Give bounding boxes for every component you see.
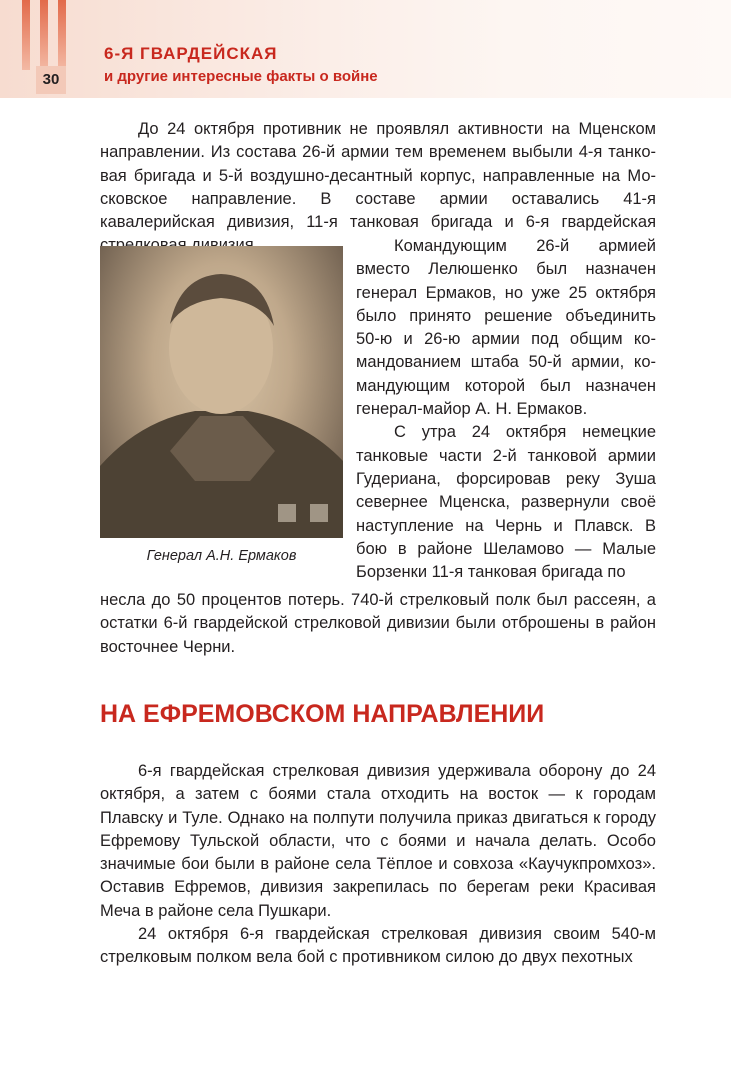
portrait-figure-icon: [100, 246, 343, 538]
body-paragraph-4: 6-я гвардейская стрелковая дивизия удерживала оборону до 24 октября, а затем с боями стала отходить на восток — к городам Плавску и Туле. Однако на полпути получила приказ двигаться к городу Ефремову Тульской области, что с боями и начала делать. Особо значимые бои были в районе села Тёплое и совхоза «Каучукпромхоз». Оставив Ефремов, дивизия закрепилась по берегам реки Красивая Меча в районе села Пушкари. 24 октября 6-я гвардейская стрелковая дивизия своим 540-м стрелковым полком вела бой с противником силою до двух пехотных: [100, 762, 656, 967]
photo-caption: Генерал А.Н. Ермаков: [146, 548, 297, 564]
body-paragraph-1: До 24 октября противник не проявлял активности на Мценском направлении. Из состава 26-й армии тем временем выбыли 4-я танковая бригада и 5-й воздушно-десантный корпус, направленные на Московское направление. В составе армии оставались 41-я кавалерийская дивизия, 11-я танковая бригада и 6-я гвардейская: [100, 120, 656, 232]
page-header: [0, 0, 731, 98]
section-heading: НА ЕФРЕМОВСКОМ НАПРАВЛЕНИИ: [100, 700, 545, 728]
portrait-photo: [100, 246, 343, 538]
body-paragraph-2: Командующим 26-й армией вместо Лелюшенко был назначен генерал Ермаков, но уже 25 октября было принято решение объединить 50-ю и 26-ю армии под общим командованием штаба 50-й армии, командующим которой был назначен генерал-майор А. Н. Ермаков. С утра 24 октября немецкие танковые части 2-й танковой армии Гудериана, форсировав реку Зуша севернее Мценска, развернули своё наступление на Чернь и Плавск. В бою в районе Шеламово — Малые Борзенки 11-я танковая бригада по: [356, 237, 656, 582]
decor-stripe: [40, 0, 48, 70]
body-paragraph-3: несла до 50 процентов потерь. 740-й стрелковый полк был рассеян, а остатки 6-й гвардейской стрелковой дивизии были отброшены в район восточнее Черни.: [100, 591, 656, 656]
running-title: 6-Я ГВАРДЕЙСКАЯ: [104, 44, 278, 63]
decor-stripe: [22, 0, 30, 70]
page-number: 30: [36, 66, 66, 94]
running-subtitle: и другие интересные факты о войне: [104, 68, 378, 85]
decor-stripe: [58, 0, 66, 70]
